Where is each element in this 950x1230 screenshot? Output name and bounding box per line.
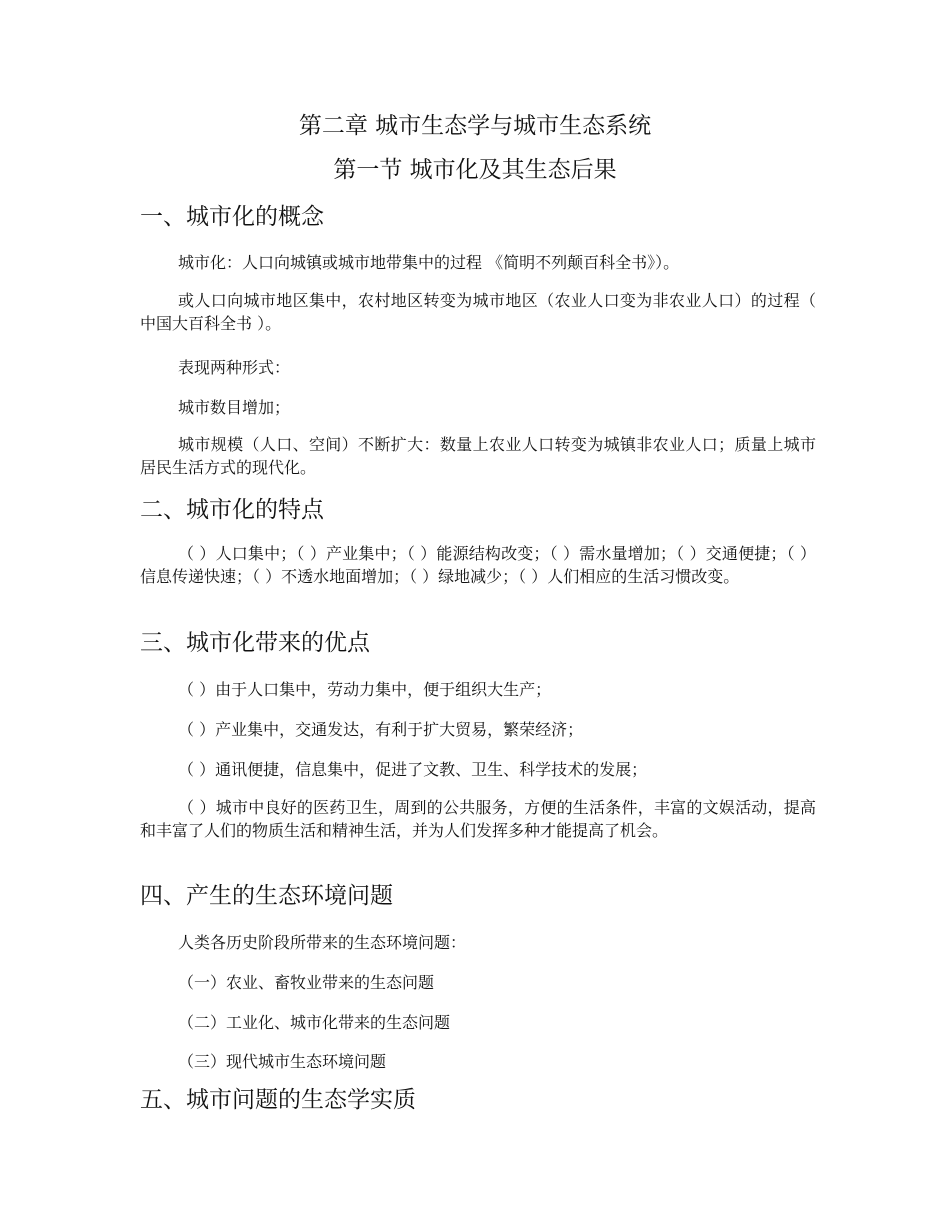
paragraph-definition: 城市化：人口向城镇或城市地带集中的过程 《简明不列颠百科全书》）。 bbox=[178, 253, 680, 272]
paragraph-city-count: 城市数目增加； bbox=[178, 398, 291, 417]
paragraph-eco-problems-intro: 人类各历史阶段所带来的生态环境问题： bbox=[178, 933, 467, 952]
paragraph-advantage-3: （ ）通讯便捷，信息集中，促进了文教、卫生、科学技术的发展； bbox=[178, 760, 648, 779]
heading-urbanization-features: 二、城市化的特点 bbox=[140, 497, 324, 523]
chapter-title: 第二章 城市生态学与城市生态系统 bbox=[298, 113, 652, 139]
paragraph-alt-definition: 或人口向城市地区集中，农村地区转变为城市地区（农业人口变为非农业人口）的过程（ 中国大百科全书 ）。 bbox=[140, 291, 816, 333]
paragraph-eco-problem-3: （三）现代城市生态环境问题 bbox=[178, 1052, 387, 1071]
paragraph-eco-problem-1: （一）农业、畜牧业带来的生态问题 bbox=[178, 973, 435, 992]
paragraph-eco-problem-2: （二）工业化、城市化带来的生态问题 bbox=[178, 1013, 451, 1032]
paragraph-features-list: （ ）人口集中；（ ）产业集中；（ ）能源结构改变；（ ）需水量增加；（ ）交通便捷；（ ）信息传递快速；（ ）不透水地面增加；（ ）绿地减少；（ ）人们相应的生活习惯改变。 bbox=[140, 544, 816, 586]
paragraph-advantage-4: （ ）城市中良好的医药卫生，周到的公共服务，方便的生活条件，丰富的文娱活动，提高和丰富了人们的物质生活和精神生活，并为人们发挥多种才能提高了机会。 bbox=[140, 798, 816, 840]
paragraph-two-forms: 表现两种形式： bbox=[178, 358, 291, 377]
heading-eco-essence: 五、城市问题的生态学实质 bbox=[140, 1087, 416, 1113]
paragraph-advantage-1: （ ）由于人口集中，劳动力集中，便于组织大生产； bbox=[178, 680, 552, 699]
heading-eco-problems: 四、产生的生态环境问题 bbox=[140, 883, 393, 909]
section-title: 第一节 城市化及其生态后果 bbox=[333, 157, 617, 183]
heading-urbanization-concept: 一、城市化的概念 bbox=[140, 204, 324, 230]
paragraph-city-scale: 城市规模（人口、空间）不断扩大：数量上农业人口转变为城镇非农业人口；质量上城市居民生活方式的现代化。 bbox=[140, 435, 816, 477]
paragraph-advantage-2: （ ）产业集中，交通发达，有利于扩大贸易，繁荣经济； bbox=[178, 720, 584, 739]
heading-urbanization-advantages: 三、城市化带来的优点 bbox=[140, 630, 370, 656]
